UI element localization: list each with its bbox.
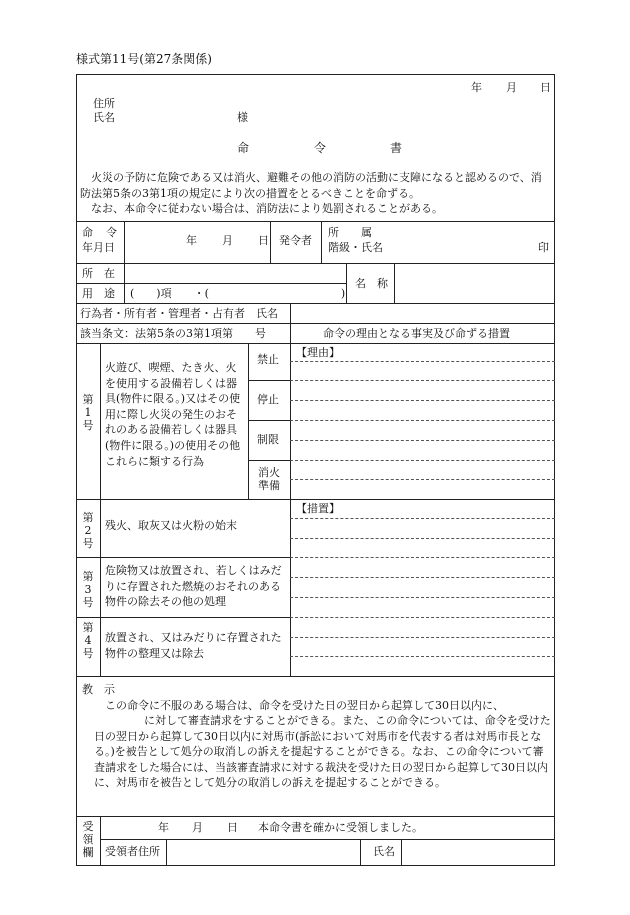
- divider: [100, 343, 101, 676]
- divider: [290, 303, 291, 323]
- doc-title-char-2: 令: [314, 141, 327, 155]
- instruction-heading: 教 示: [82, 683, 115, 696]
- divider: [166, 839, 167, 866]
- use-value: ( )項 ・( ): [130, 287, 346, 300]
- order-year-label: 年: [186, 234, 197, 247]
- name-label: 氏名: [93, 111, 115, 124]
- measure-label: 【措置】: [296, 502, 340, 515]
- location-label: 所 在: [82, 267, 115, 280]
- measure-line: [290, 597, 555, 598]
- divider: [346, 263, 347, 303]
- measure-line: [290, 557, 555, 558]
- sub-action-extinguish-ready: 消火準備: [258, 466, 280, 492]
- address-label: 住所: [93, 97, 115, 110]
- measure-line: [290, 637, 555, 638]
- reason-line: [290, 380, 555, 381]
- item-2-description: 残火、取灰又は火粉の始末: [105, 519, 237, 532]
- divider: [124, 221, 125, 263]
- order-date-label-bottom: 年月日: [82, 241, 115, 254]
- divider: [76, 676, 555, 677]
- measure-line: [290, 518, 555, 519]
- measure-line: [290, 617, 555, 618]
- divider: [248, 460, 290, 461]
- clause-label: 該当条文：法第5条の3第1項第 号: [80, 327, 266, 340]
- sub-action-restrict: 制限: [257, 433, 279, 446]
- divider: [76, 263, 555, 264]
- facility-name-label: 名 称: [355, 277, 388, 290]
- receiver-address-label: 受領者住所: [105, 845, 160, 858]
- measure-line: [290, 656, 555, 657]
- receipt-statement: 本命令書を確かに受領しました。: [258, 821, 423, 834]
- item-4-number: 第4号: [82, 621, 94, 660]
- reason-line: [290, 440, 555, 441]
- instruction-body: に対して審査請求をすることができる。また、この命令については、命令を受けた日の翌日から起算して30日以内に対馬市(訴訟において対馬市を代表する者は対馬市長となる。)を被告として処分の取消しの訴えを提起することができる。なお、この命令について審査請求をした場合には、当該審査請求に対する裁決を受けた日の翌日から起算して30日以内に、対馬市を被告として処分の取消しの訴えを提起することができる。: [94, 714, 551, 790]
- divider: [360, 839, 361, 866]
- item-3-number: 第3号: [82, 570, 94, 609]
- item-2-number: 第2号: [82, 511, 94, 550]
- reason-header: 命令の理由となる事実及び命ずる措置: [323, 327, 510, 340]
- intro-note: なお、本命令に従わない場合は、消防法により処罰されることがある。: [91, 202, 443, 215]
- order-day-label: 日: [258, 234, 269, 247]
- divider: [401, 839, 402, 866]
- rank-name-label: 階級・氏名: [328, 241, 383, 254]
- item-1-number: 第1号: [82, 393, 94, 432]
- divider: [290, 343, 291, 676]
- divider: [76, 816, 555, 817]
- form-number: 様式第11号(第27条関係): [76, 52, 212, 66]
- receipt-month-label: 月: [192, 821, 203, 834]
- measure-line: [290, 577, 555, 578]
- reason-line: [290, 420, 555, 421]
- use-label: 用 途: [82, 287, 115, 300]
- reason-line: [290, 400, 555, 401]
- divider: [76, 283, 346, 284]
- divider: [394, 263, 395, 303]
- divider: [248, 343, 249, 499]
- divider: [76, 499, 555, 500]
- date-month-label: 月: [506, 81, 517, 94]
- item-1-description: 火遊び、喫煙、たき火、火を使用する設備若しくは器具(物件に限る。)又はその使用に際し火災の発生のおそれのある設備若しくは器具(物件に限る。)の使用その他これらに類する行為: [105, 361, 241, 468]
- divider: [76, 557, 291, 558]
- measure-line: [290, 538, 555, 539]
- date-year-label: 年: [471, 81, 482, 94]
- reason-label: 【理由】: [296, 346, 340, 359]
- order-month-label: 月: [222, 234, 233, 247]
- receipt-year-label: 年: [158, 821, 169, 834]
- receiver-name-label: 氏名: [373, 845, 395, 858]
- reason-line: [290, 479, 555, 480]
- honorific: 様: [237, 111, 248, 124]
- doc-title-char-3: 書: [390, 141, 403, 155]
- divider: [76, 343, 555, 344]
- instruction-line-1: この命令に不服のある場合は、命令を受けた日の翌日から起算して30日以内に、: [105, 699, 504, 712]
- issuer-label: 発令者: [279, 234, 312, 247]
- sub-action-stop: 停止: [257, 393, 279, 406]
- item-3-description: 危険物又は放置され、若しくはみだりに存置された燃焼のおそれのある物件の除去その他の処理: [105, 564, 282, 609]
- divider: [76, 617, 291, 618]
- sub-action-prohibit: 禁止: [257, 353, 279, 366]
- item-4-description: 放置され、又はみだりに存置された物件の整理又は除去: [105, 631, 282, 660]
- divider: [76, 221, 555, 222]
- divider: [290, 323, 291, 343]
- actor-label: 行為者・所有者・管理者・占有者 氏名: [80, 307, 278, 320]
- receipt-day-label: 日: [227, 821, 238, 834]
- reason-line: [290, 460, 555, 461]
- divider: [270, 221, 271, 263]
- divider: [248, 420, 290, 421]
- dept-label: 所 属: [328, 226, 372, 239]
- reason-line: [290, 361, 555, 362]
- receipt-label: 受領欄: [82, 820, 94, 859]
- divider: [100, 816, 101, 866]
- divider: [248, 380, 290, 381]
- divider: [76, 303, 555, 304]
- doc-title-char-1: 命: [237, 141, 250, 155]
- order-date-label-top: 命 令: [82, 226, 118, 239]
- date-day-label: 日: [540, 81, 551, 94]
- divider: [100, 839, 555, 840]
- divider: [321, 221, 322, 263]
- intro-paragraph: 火災の予防に危険である又は消火、避難その他の消防の活動に支障になると認めるので、消防法第5条の3第1項の規定により次の措置をとるべきことを命ずる。: [80, 171, 542, 200]
- divider: [76, 323, 555, 324]
- seal-mark: 印: [538, 241, 549, 254]
